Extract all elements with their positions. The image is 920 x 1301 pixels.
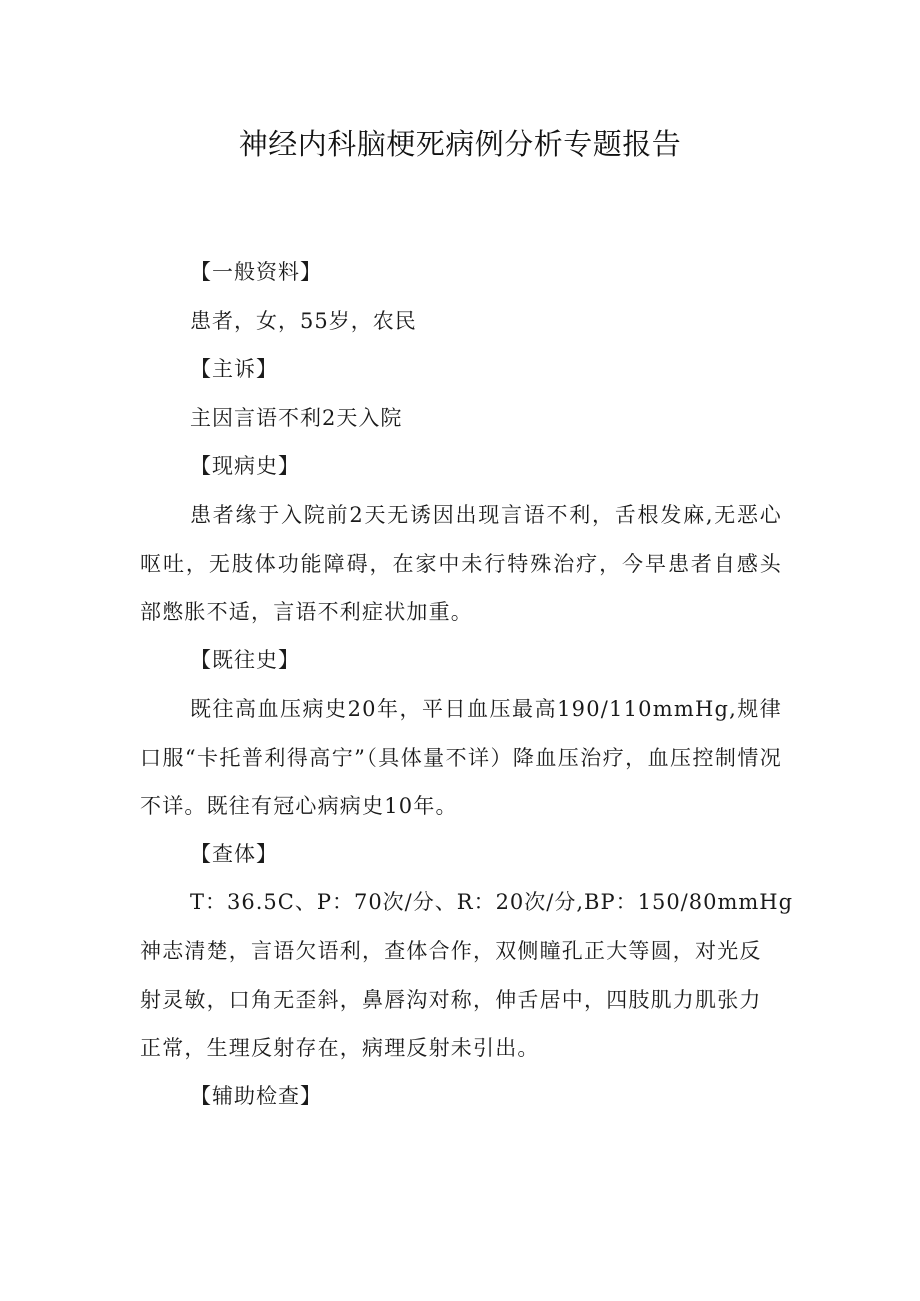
section-heading-physical-exam: 【查体】 (190, 842, 278, 866)
vital-signs-text: T：36.5C、P：70次/分、R：20次/分,BP：150/80mmHg (190, 890, 794, 914)
document-title: 神经内科脑梗死病例分析专题报告 (238, 127, 682, 161)
section-heading-auxiliary-exam: 【辅助检查】 (190, 1084, 322, 1108)
general-info-text: 患者，女，55岁，农民 (190, 309, 417, 333)
section-heading-complaint: 【主诉】 (190, 357, 278, 381)
past-history-text: 既往高血压病史20年，平日血压最高190/110mmHg,规律口服“卡托普利得高宁”（具体量不详）降血压治疗，血压控制情况不详。既往有冠心病病史10年。 (140, 697, 782, 818)
physical-exam-text: 神志清楚，言语欠语利，查体合作，双侧瞳孔正大等圆，对光反射灵敏，口角无歪斜，鼻唇沟对称，伸舌居中，四肢肌力肌张力正常，生理反射存在，病理反射未引出。 (140, 939, 762, 1060)
section-heading-present-illness: 【现病史】 (190, 454, 300, 478)
section-heading-general: 【一般资料】 (190, 260, 322, 284)
section-heading-past-history: 【既往史】 (190, 648, 300, 672)
complaint-text: 主因言语不利2天入院 (190, 406, 403, 430)
present-illness-text: 患者缘于入院前2天无诱因出现言语不利，舌根发麻,无恶心呕吐，无肢体功能障碍，在家中未行特殊治疗，今早患者自感头部憋胀不适，言语不利症状加重。 (140, 503, 782, 624)
